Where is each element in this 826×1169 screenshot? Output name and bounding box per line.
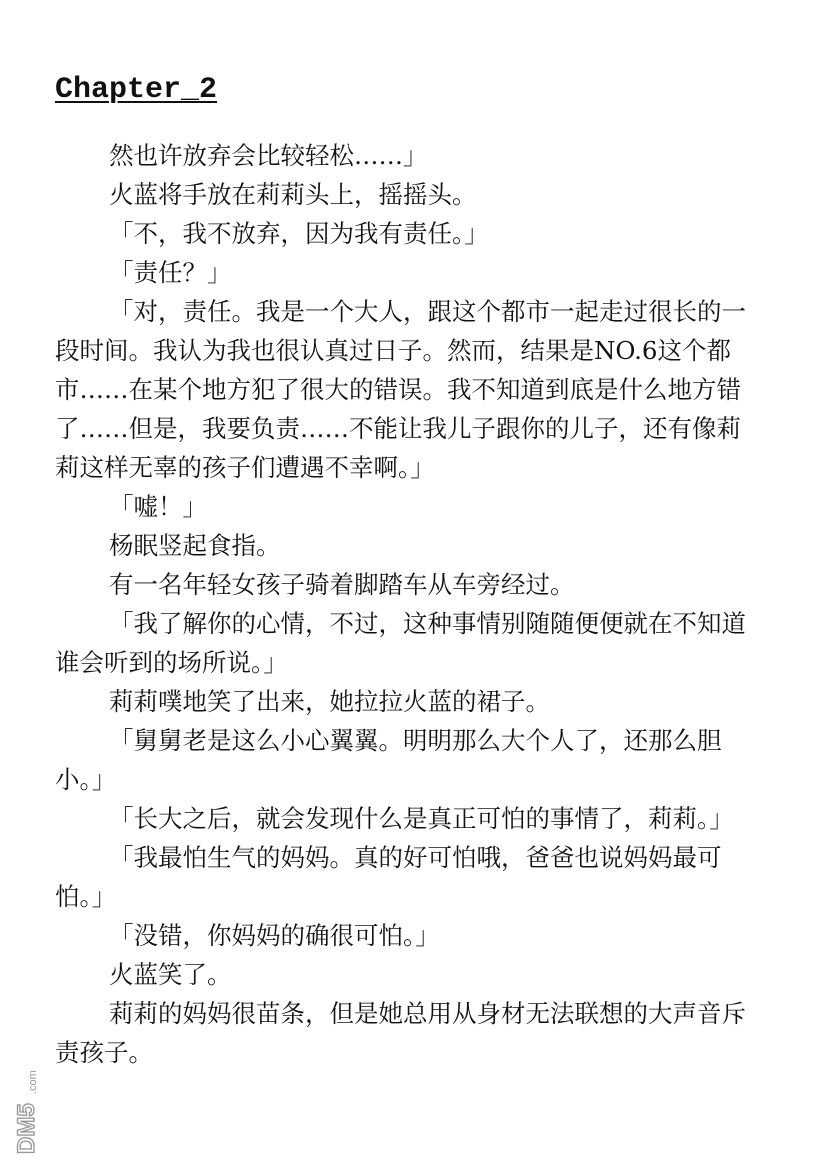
watermark-sub: .com: [27, 1070, 39, 1094]
chapter-title: Chapter_2: [55, 73, 218, 107]
dm5-watermark-logo: [8, 1058, 46, 1158]
paragraph: 杨眠竖起食指。: [109, 531, 281, 560]
paragraph: 莉莉噗地笑了出来，她拉拉火蓝的裙子。: [109, 687, 550, 716]
paragraph: 火蓝将手放在莉莉头上，摇摇头。: [109, 180, 477, 209]
paragraph: 火蓝笑了。: [109, 960, 232, 989]
watermark-text: DM5: [13, 1103, 40, 1154]
paragraph: 「我最怕生气的妈妈。真的好可怕哦，爸爸也说妈妈最可怕。」: [55, 843, 722, 911]
paragraph: 「长大之后，就会发现什么是真正可怕的事情了，莉莉。」: [109, 804, 734, 833]
paragraph: 「不，我不放弃，因为我有责任。」: [109, 219, 489, 248]
paragraph: 「没错，你妈妈的确很可怕。」: [109, 921, 440, 950]
paragraph: 「责任？」: [109, 258, 232, 287]
paragraph: 有一名年轻女孩子骑着脚踏车从车旁经过。: [109, 570, 575, 599]
paragraph: 莉莉的妈妈很苗条，但是她总用从身材无法联想的大声音斥责孩子。: [55, 999, 746, 1067]
paragraph: 「对，责任。我是一个大人，跟这个都市一起走过很长的一段时间。我认为我也很认真过日子。然而，结果是NO.6这个都市……在某个地方犯了很大的错误。我不知道到底是什么地方错了……但是，我要负责……不能让我儿子跟你的儿子，还有像莉莉这样无辜的孩子们遭遇不幸啊。」: [55, 297, 746, 482]
paragraph: 「我了解你的心情，不过，这种事情别随随便便就在不知道谁会听到的场所说。」: [55, 609, 746, 677]
paragraph: 「嘘！」: [109, 492, 207, 521]
paragraph: 「舅舅老是这么小心翼翼。明明那么大个人了，还那么胆小。」: [55, 726, 722, 794]
paragraph: 然也许放弃会比较轻松……」: [109, 141, 428, 170]
body-text: [55, 136, 755, 1072]
